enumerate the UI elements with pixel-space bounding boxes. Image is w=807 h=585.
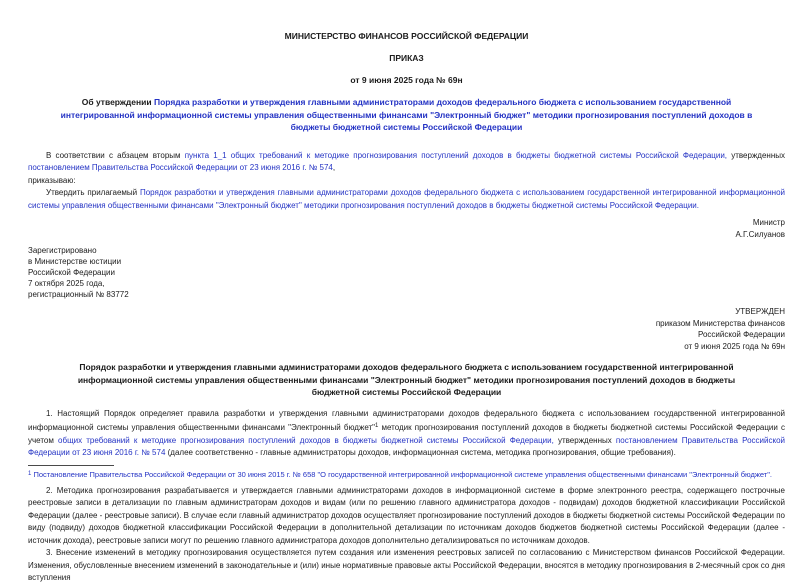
registration-line: в Министерстве юстиции <box>28 257 122 266</box>
approval-stamp-line: приказом Министерства финансов <box>655 318 785 328</box>
approval-stamp-line: УТВЕРЖДЕН <box>735 307 785 316</box>
preamble-tail: , <box>332 163 336 172</box>
signer-position: Министр <box>752 218 785 227</box>
signer-name: А.Г.Силуанов <box>735 230 785 239</box>
preamble-mid: утвержденных <box>727 150 786 160</box>
order-word: приказываю: <box>28 175 76 185</box>
approval-stamp-block <box>28 306 785 352</box>
preamble-link-general-requirements[interactable]: пункта 1_1 общих требований к методике прогнозирования поступлений доходов в бюджеты бюджетной системы Российской Федерации, <box>184 150 728 160</box>
registration-block <box>28 245 785 300</box>
paragraph-3: 3. Внесение изменений в методику прогнозирования осуществляется путем создания или изменения реестровых записей по согласованию с Министерством финансов Российской Федерации. Изменения, обусловленные внесением изменений в законодательные и (или) иные нормативные правовые акты Российской Федерации, вносятся в методику прогнозирования в 2-месячный срок со дня вступления <box>28 548 785 582</box>
document-title-prefix: Об утверждении <box>81 97 154 107</box>
attachment-title: Порядок разработки и утверждения главными администраторами доходов федерального бюджета с использованием государственной интегрированной информационной системы управления общественными финансами "Электронный бюджет" методики прогнозирования поступлений доходов в бюджеты бюджетной системы Российской Федерации <box>77 362 736 397</box>
paragraph-1-link-resolution-574[interactable]: постановлением Правительства Российской Федерации от 23 июня 2016 г. № 574 <box>28 435 785 457</box>
registration-line: 7 октября 2025 года, <box>28 279 105 288</box>
paragraph-2: 2. Методика прогнозирования разрабатывается и утверждается главными администраторами доходов в информационной системе в форме электронного реестра, содержащего построчные реестровые записи в детализации по главным администраторам доходов и видам (или по решению главного администратора доходов - подвидам) доходов бюджетной классификации Российской Федерации (далее - реестровые записи). В случае если главный администратор доходов осуществляет прогнозирование поступлений доходов в бюджеты бюджетной системы Российской Федерации по виду (подвиду) доходов бюджетной классификации Российской Федерации в дополнительной детализации по источникам доходов бюджетов бюджетной системы Российской Федерации (далее - источник дохода), реестровые записи могут по решению главного администратора доходов дополнительно детализироваться по источникам доходов. <box>28 485 785 545</box>
document-type: ПРИКАЗ <box>389 53 424 63</box>
approval-intro: Утвердить прилагаемый <box>46 188 140 197</box>
preamble-intro: В соответствии с абзацем вторым <box>46 150 185 160</box>
footnote-reference[interactable]: 1 <box>375 423 379 429</box>
footnote-marker: 1 <box>28 470 32 477</box>
approval-stamp-line: Российской Федерации <box>698 330 785 339</box>
preamble-paragraph <box>28 150 785 175</box>
paragraph-1-text: 1. Настоящий Порядок определяет правила разработки и утверждения главными администраторами доходов федерального бюджета с использованием государственной интегрированной информационной системы управления общественными финансами "Электронный бюджет" <box>28 408 785 432</box>
registration-line: Зарегистрировано <box>28 246 97 255</box>
approval-paragraph <box>28 187 785 212</box>
paragraph-1-text: методик прогнозирования поступлений доходов в бюджеты бюджетной системы Российской Федерации с учетом <box>28 423 785 445</box>
approval-stamp-line: от 9 июня 2025 года № 69н <box>684 341 785 351</box>
footnote-link-resolution-658[interactable]: Постановление Правительства Российской Федерации от 30 июня 2015 г. № 658 "О государственной интегрированной информационной системе управления общественными финансами "Электронный бюджет". <box>33 469 772 479</box>
paragraph-1 <box>28 408 785 460</box>
footnote-separator <box>28 465 114 466</box>
ministry-name: МИНИСТЕРСТВО ФИНАНСОВ РОССИЙСКОЙ ФЕДЕРАЦИИ <box>284 31 529 41</box>
paragraph-1-text: утвержденных <box>553 435 616 445</box>
footnote <box>28 469 785 480</box>
document-title <box>56 96 757 134</box>
paragraph-1-link-general-requirements[interactable]: общих требований к методике прогнозирования поступлений доходов в бюджеты бюджетной системы Российской Федерации, <box>58 435 554 445</box>
approval-link-poryadok[interactable]: Порядок разработки и утверждения главными администраторами доходов федерального бюджета с использованием государственной интегрированной информационной системы управления общественными финансами "Электронный бюджет" методики прогнозирования поступлений доходов в бюджеты бюджетной системы Российской Федерации. <box>28 188 785 210</box>
document-date-number: от 9 июня 2025 года № 69н <box>350 75 463 85</box>
preamble-link-resolution-574[interactable]: постановлением Правительства Российской Федерации от 23 июня 2016 г. № 574 <box>28 163 333 172</box>
signature-block <box>28 217 785 241</box>
document-title-link[interactable]: Порядка разработки и утверждения главными администраторами доходов федерального бюджета с использованием государственной интегрированной информационной системы управления общественными финансами "Электронный бюджет" методики прогнозирования поступлений доходов в бюджеты бюджетной системы Российской Федерации <box>60 97 753 132</box>
registration-line: регистрационный № 83772 <box>28 290 129 299</box>
registration-line: Российской Федерации <box>28 268 115 277</box>
paragraph-1-text: (далее соответственно - главные администраторы доходов, информационная система, методика прогнозирования, общие требования). <box>165 448 676 457</box>
